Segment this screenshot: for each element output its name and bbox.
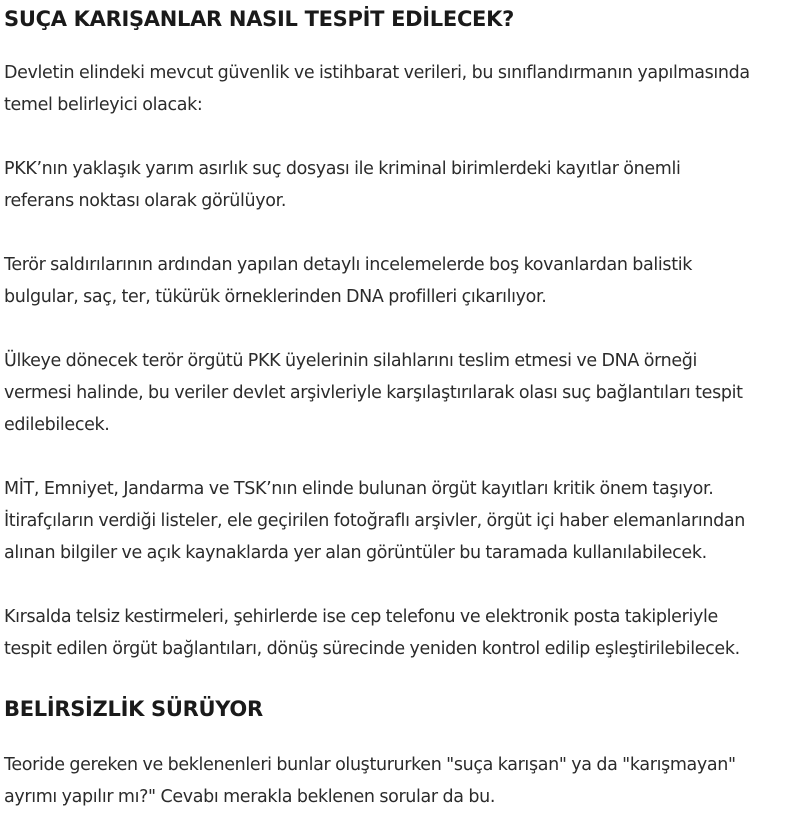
paragraph-line: ayrımı yapılır mı?" Cevabı merakla beklenen sorular da bu. [4, 787, 496, 807]
paragraph-line: edilebilecek. [4, 415, 110, 435]
paragraph [4, 249, 789, 313]
paragraph-line: tespit edilen örgüt bağlantıları, dönüş sürecinde yeniden kontrol edilip eşleştirilebilecek. [4, 639, 740, 659]
paragraph-line: Teoride gereken ve beklenenleri bunlar oluştururken "suça karışan" ya da "karışmayan" [4, 755, 736, 775]
paragraph [4, 57, 789, 121]
paragraph-line: Devletin elindeki mevcut güvenlik ve istihbarat verileri, bu sınıflandırmanın yapılmasında [4, 63, 750, 83]
paragraph [4, 153, 789, 217]
paragraph-line: Ülkeye dönecek terör örgütü PKK üyelerinin silahlarını teslim etmesi ve DNA örneği [4, 351, 698, 371]
paragraph-line: MİT, Emniyet, Jandarma ve TSK’nın elinde bulunan örgüt kayıtları kritik önem taşıyor. [4, 479, 714, 499]
paragraph-line: referans noktası olarak görülüyor. [4, 191, 287, 211]
section-heading: SUÇA KARIŞANLAR NASIL TESPİT EDİLECEK? [4, 7, 514, 31]
section-heading: BELİRSİZLİK SÜRÜYOR [4, 697, 263, 721]
paragraph-line: PKK’nın yaklaşık yarım asırlık suç dosyası ile kriminal birimlerdeki kayıtlar önemli [4, 159, 681, 179]
paragraph-line: vermesi halinde, bu veriler devlet arşivleriyle karşılaştırılarak olası suç bağlantıları tespit [4, 383, 743, 403]
paragraph-line: İtirafçıların verdiği listeler, ele geçirilen fotoğraflı arşivler, örgüt içi haber elemanlarından [4, 511, 745, 531]
paragraph-line: Terör saldırılarının ardından yapılan detaylı incelemelerde boş kovanlardan balistik [4, 255, 693, 275]
paragraph [4, 749, 789, 813]
paragraph [4, 345, 789, 441]
paragraph-line: bulgular, saç, ter, tükürük örneklerinden DNA profilleri çıkarılıyor. [4, 287, 547, 307]
paragraph-line: alınan bilgiler ve açık kaynaklarda yer alan görüntüler bu taramada kullanılabilecek. [4, 543, 707, 563]
paragraph [4, 473, 789, 569]
paragraph-line: Kırsalda telsiz kestirmeleri, şehirlerde ise cep telefonu ve elektronik posta takipleriyle [4, 607, 718, 627]
paragraph-line: temel belirleyici olacak: [4, 95, 203, 115]
paragraph [4, 601, 789, 665]
